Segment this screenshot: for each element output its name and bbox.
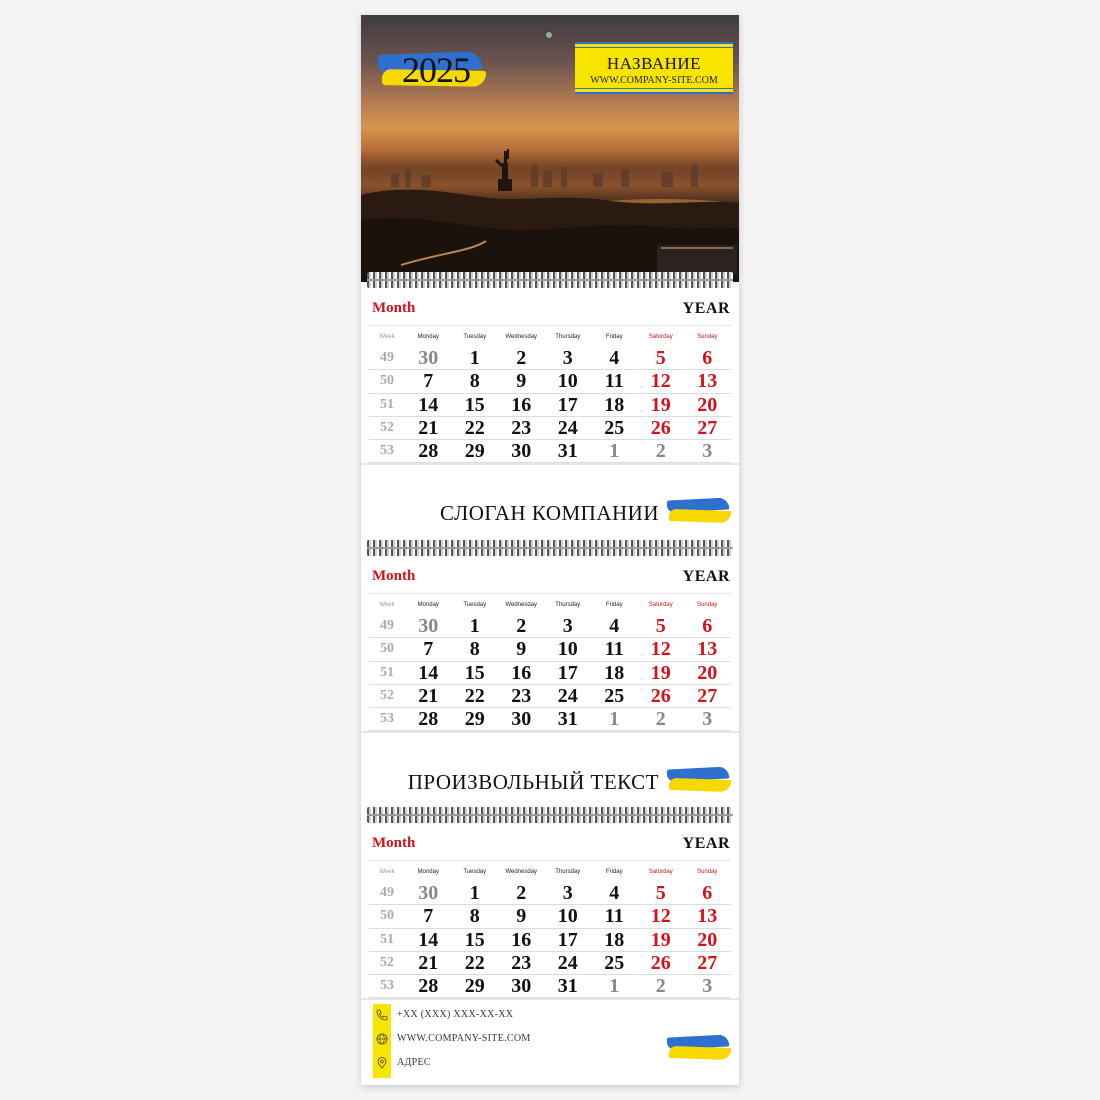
day-cell: 5 — [655, 347, 666, 370]
weekday-label: Sunday — [697, 602, 718, 608]
weekday-label: Thursday — [555, 334, 581, 340]
day-cell: 27 — [697, 952, 718, 975]
weekday-label: Saturday — [648, 602, 673, 608]
day-cell: 3 — [562, 882, 573, 905]
table-row — [369, 905, 731, 928]
day-cell: 6 — [702, 615, 713, 638]
day-cell: 2 — [516, 347, 527, 370]
day-cell: 24 — [557, 417, 578, 440]
day-cell: 1 — [469, 882, 480, 905]
weekday-label: Monday — [417, 334, 439, 340]
day-cell: 25 — [604, 685, 625, 708]
day-cell: 1 — [609, 708, 620, 731]
table-row — [369, 882, 731, 905]
day-cell: 30 — [511, 708, 532, 731]
year-label: YEAR — [682, 835, 730, 852]
day-cell: 31 — [557, 440, 578, 463]
day-cell: 22 — [464, 952, 485, 975]
day-cell: 20 — [697, 928, 718, 951]
day-cell: 19 — [650, 661, 671, 684]
day-cell: 1 — [469, 347, 480, 370]
company-name-box — [575, 42, 733, 94]
day-cell: 10 — [557, 905, 578, 928]
slogan-2 — [361, 764, 739, 804]
day-cell: 3 — [702, 975, 713, 998]
day-cell: 23 — [511, 952, 532, 975]
day-cell: 26 — [650, 685, 671, 708]
day-cell: 18 — [604, 393, 625, 416]
table-row — [369, 440, 731, 463]
weekday-label: Wednesday — [505, 334, 538, 340]
hanging-hole — [545, 31, 553, 39]
month-label: Month — [372, 300, 416, 316]
weekday-label: Tuesday — [463, 334, 487, 340]
weekday-label: Sunday — [697, 869, 718, 875]
day-cell: 30 — [511, 440, 532, 463]
day-cell: 17 — [557, 928, 578, 951]
table-row — [369, 370, 731, 393]
slogan-text: ПРОИЗВОЛЬНЫЙ ТЕКСТ — [407, 770, 659, 794]
globe-icon — [376, 1033, 388, 1045]
day-cell: 10 — [557, 638, 578, 661]
day-cell: 29 — [464, 440, 485, 463]
week-number: 49 — [380, 618, 394, 634]
year-label: YEAR — [682, 300, 730, 317]
day-cell: 8 — [469, 638, 480, 661]
day-cell: 3 — [702, 708, 713, 731]
weekday-label: Friday — [605, 602, 623, 608]
weekday-label: Monday — [417, 869, 439, 875]
weekday-label: Sunday — [697, 334, 718, 340]
day-cell: 6 — [702, 347, 713, 370]
day-cell: 24 — [557, 952, 578, 975]
week-number: 51 — [380, 931, 394, 947]
weekday-header — [369, 334, 731, 346]
week-number: 51 — [380, 396, 394, 412]
day-cell: 17 — [557, 661, 578, 684]
month-label: Month — [372, 568, 416, 584]
week-number: 53 — [380, 978, 394, 994]
year-label: YEAR — [682, 568, 730, 585]
day-cell: 16 — [511, 928, 532, 951]
table-row — [369, 615, 731, 638]
day-cell: 12 — [650, 370, 671, 393]
day-cell: 10 — [557, 370, 578, 393]
day-cell: 8 — [469, 905, 480, 928]
day-cell: 12 — [650, 638, 671, 661]
weekday-label: Wednesday — [505, 602, 538, 608]
day-cell: 30 — [418, 615, 439, 638]
week-rows — [369, 347, 731, 463]
month-grid-1 — [361, 288, 739, 466]
day-cell: 20 — [697, 661, 718, 684]
day-cell: 16 — [511, 661, 532, 684]
week-number: 50 — [380, 641, 394, 657]
day-cell: 4 — [609, 347, 620, 370]
weekday-label: Friday — [605, 869, 623, 875]
ukraine-flag-brush-icon — [667, 1036, 731, 1062]
day-cell: 18 — [604, 661, 625, 684]
day-cell: 23 — [511, 685, 532, 708]
day-cell: 3 — [702, 440, 713, 463]
header-year: 2025 — [402, 50, 470, 90]
day-cell: 15 — [464, 928, 485, 951]
day-cell: 28 — [418, 708, 439, 731]
day-cell: 1 — [609, 440, 620, 463]
day-cell: 25 — [604, 952, 625, 975]
day-cell: 13 — [697, 905, 718, 928]
day-cell: 3 — [562, 615, 573, 638]
day-cell: 4 — [609, 615, 620, 638]
week-number: 51 — [380, 664, 394, 680]
week-number: 50 — [380, 908, 394, 924]
slogan-text: СЛОГАН КОМПАНИИ — [440, 501, 659, 525]
spiral-binding — [367, 807, 733, 823]
day-cell: 19 — [650, 393, 671, 416]
month-grid-3 — [361, 823, 739, 1001]
day-cell: 6 — [702, 882, 713, 905]
weekday-label: Monday — [417, 602, 439, 608]
weekday-label: Saturday — [648, 334, 673, 340]
day-cell: 2 — [655, 440, 666, 463]
day-cell: 2 — [516, 615, 527, 638]
week-rows — [369, 882, 731, 998]
day-cell: 25 — [604, 417, 625, 440]
day-cell: 26 — [650, 417, 671, 440]
day-cell: 5 — [655, 882, 666, 905]
day-cell: 14 — [418, 393, 439, 416]
day-cell: 27 — [697, 685, 718, 708]
day-cell: 11 — [604, 905, 624, 928]
day-cell: 15 — [464, 661, 485, 684]
week-number: 52 — [380, 420, 394, 436]
month-grid-2 — [361, 556, 739, 734]
day-cell: 21 — [418, 417, 439, 440]
day-cell: 13 — [697, 638, 718, 661]
table-row — [369, 975, 731, 998]
day-cell: 14 — [418, 928, 439, 951]
day-cell: 24 — [557, 685, 578, 708]
week-number: 52 — [380, 955, 394, 971]
day-cell: 31 — [557, 975, 578, 998]
day-cell: 5 — [655, 615, 666, 638]
weekday-label: Week — [379, 334, 395, 340]
week-number: 52 — [380, 688, 394, 704]
weekday-header — [369, 869, 731, 881]
table-row — [369, 394, 731, 417]
table-row — [369, 662, 731, 685]
day-cell: 16 — [511, 393, 532, 416]
day-cell: 4 — [609, 882, 620, 905]
day-cell: 9 — [516, 370, 527, 393]
week-number: 49 — [380, 350, 394, 366]
day-cell: 17 — [557, 393, 578, 416]
table-row — [369, 929, 731, 952]
day-cell: 2 — [655, 708, 666, 731]
phone-icon — [376, 1009, 388, 1021]
day-cell: 22 — [464, 417, 485, 440]
day-cell: 18 — [604, 928, 625, 951]
day-cell: 3 — [562, 347, 573, 370]
day-cell: 12 — [650, 905, 671, 928]
spiral-binding — [367, 540, 733, 556]
day-cell: 2 — [516, 882, 527, 905]
contacts-footer — [361, 1000, 739, 1085]
spiral-binding — [367, 272, 733, 288]
table-row — [369, 685, 731, 708]
day-cell: 11 — [604, 370, 624, 393]
day-cell: 23 — [511, 417, 532, 440]
day-cell: 7 — [423, 905, 434, 928]
day-cell: 27 — [697, 417, 718, 440]
ukraine-flag-brush-icon — [667, 768, 731, 794]
wall-calendar — [361, 15, 739, 1085]
day-cell: 9 — [516, 638, 527, 661]
weekday-label: Tuesday — [463, 602, 487, 608]
day-cell: 29 — [464, 708, 485, 731]
day-cell: 2 — [655, 975, 666, 998]
table-row — [369, 952, 731, 975]
week-number: 49 — [380, 885, 394, 901]
table-row — [369, 347, 731, 370]
day-cell: 31 — [557, 708, 578, 731]
weekday-label: Wednesday — [505, 869, 538, 875]
weekday-label: Tuesday — [463, 869, 487, 875]
month-label: Month — [372, 835, 416, 851]
day-cell: 28 — [418, 440, 439, 463]
company-url: WWW.COMPANY-SITE.COM — [590, 75, 718, 86]
day-cell: 1 — [469, 615, 480, 638]
day-cell: 30 — [418, 882, 439, 905]
day-cell: 20 — [697, 393, 718, 416]
weekday-label: Friday — [605, 334, 623, 340]
day-cell: 22 — [464, 685, 485, 708]
day-cell: 28 — [418, 975, 439, 998]
table-row — [369, 417, 731, 440]
footer-phone: +XX (XXX) XXX-XX-XX — [397, 1009, 514, 1020]
header-photo — [361, 15, 739, 282]
day-cell: 7 — [423, 370, 434, 393]
year-badge — [378, 51, 486, 91]
week-number: 53 — [380, 711, 394, 727]
day-cell: 30 — [511, 975, 532, 998]
table-row — [369, 638, 731, 661]
weekday-label: Saturday — [648, 869, 673, 875]
day-cell: 7 — [423, 638, 434, 661]
day-cell: 9 — [516, 905, 527, 928]
day-cell: 1 — [609, 975, 620, 998]
day-cell: 8 — [469, 370, 480, 393]
weekday-label: Week — [379, 602, 395, 608]
company-name: НАЗВАНИЕ — [606, 54, 702, 73]
day-cell: 13 — [697, 370, 718, 393]
weekday-header — [369, 602, 731, 614]
footer-website: WWW.COMPANY-SITE.COM — [397, 1033, 531, 1044]
day-cell: 11 — [604, 638, 624, 661]
week-number: 53 — [380, 443, 394, 459]
day-cell: 14 — [418, 661, 439, 684]
ukraine-flag-brush-icon — [667, 499, 731, 525]
week-number: 50 — [380, 373, 394, 389]
weekday-label: Week — [379, 869, 395, 875]
week-rows — [369, 615, 731, 731]
day-cell: 15 — [464, 393, 485, 416]
weekday-label: Thursday — [555, 869, 581, 875]
location-pin-icon — [376, 1057, 388, 1069]
slogan-1 — [361, 495, 739, 535]
day-cell: 29 — [464, 975, 485, 998]
day-cell: 30 — [418, 347, 439, 370]
day-cell: 21 — [418, 952, 439, 975]
footer-address: АДРЕС — [397, 1057, 431, 1068]
day-cell: 21 — [418, 685, 439, 708]
weekday-label: Thursday — [555, 602, 581, 608]
day-cell: 19 — [650, 928, 671, 951]
day-cell: 26 — [650, 952, 671, 975]
table-row — [369, 708, 731, 731]
